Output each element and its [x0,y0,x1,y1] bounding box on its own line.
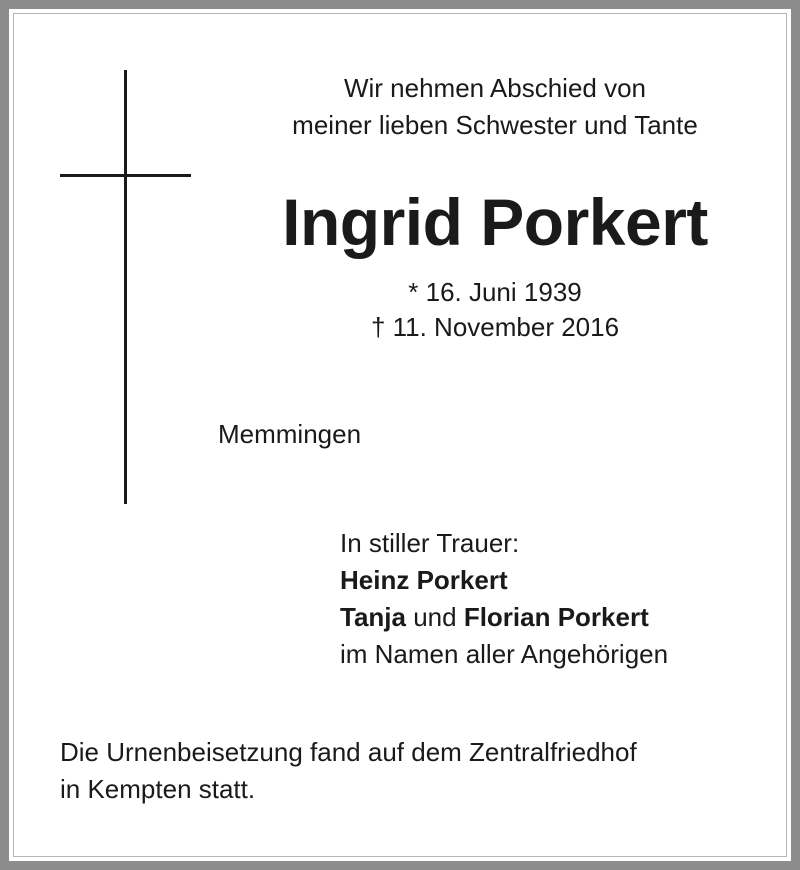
intro-line-1: Wir nehmen Abschied von [343,73,647,103]
mourner-name-2a: Tanja [340,602,406,632]
place-name: Memmingen [218,419,362,449]
funeral-notice [60,734,760,808]
funeral-line-1: Die Urnenbeisetzung fand auf dem Zentralfriedhof [60,737,637,767]
funeral-line-2: in Kempten statt. [60,774,256,804]
mourners-heading: In stiller Trauer: [340,528,520,558]
cross-icon-horizontal-bar [60,174,191,177]
death-date: † 11. November 2016 [370,312,620,342]
mourner-name-1: Heinz Porkert [340,565,508,595]
mourner-connector: und [405,602,464,632]
life-dates [230,275,760,345]
birth-date: * 16. Juni 1939 [408,277,582,307]
cross-icon-vertical-bar [124,70,127,504]
deceased-name: Ingrid Porkert [282,185,708,259]
intro-line-2: meiner lieben Schwester und Tante [292,110,698,140]
intro-text [230,70,760,144]
mourners-closing: im Namen aller Angehörigen [340,639,669,669]
mourner-name-2b: Florian Porkert [463,602,649,632]
mourner-line-2 [340,599,668,636]
mourners-block [340,525,668,673]
